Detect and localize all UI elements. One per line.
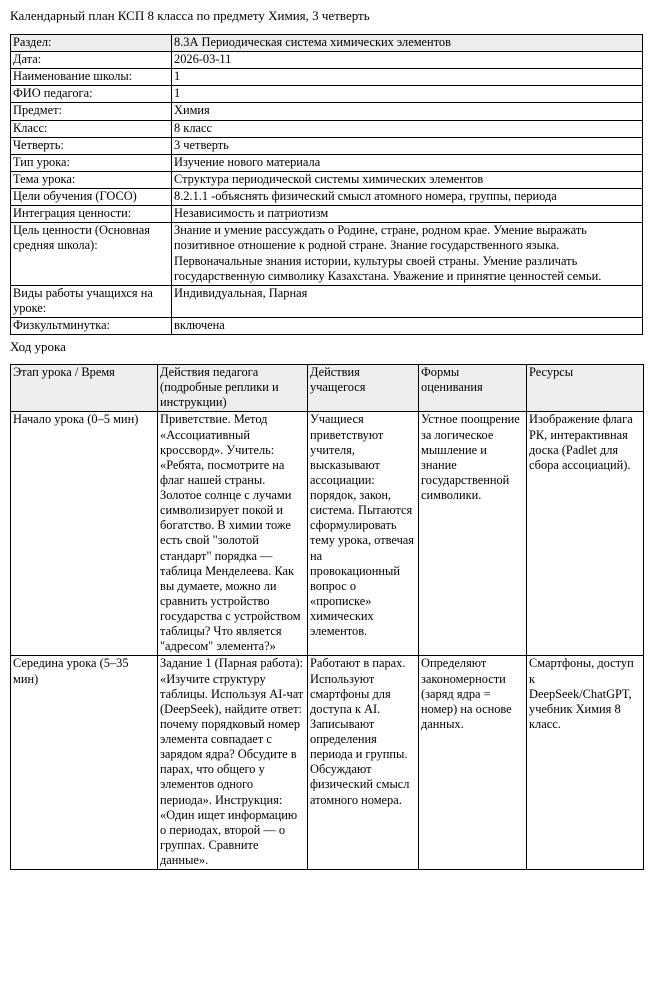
teacher-actions-cell: Задание 1 (Парная работа): «Изучите структуру таблицы. Используя AI-чат (DeepSeek), найдите ответ: почему порядковый номер элемента совпадает с зарядом ядра? Обсудите в парах, что общего у элементов одного периода». Инструкция: «Один ищет информацию о периодах, второй — о группах. Сравните данные». bbox=[158, 656, 308, 870]
info-label: Дата: bbox=[11, 52, 172, 69]
info-label: Предмет: bbox=[11, 103, 172, 120]
info-row bbox=[11, 52, 643, 69]
info-label: Наименование школы: bbox=[11, 69, 172, 86]
header-assessment-forms: Формы оценивания bbox=[419, 365, 527, 412]
teacher-actions-cell: Приветствие. Метод «Ассоциативный кроссворд». Учитель: «Ребята, посмотрите на флаг нашей страны. Золотое солнце с лучами символизирует покой и богатство. В химии тоже есть свой "золотой стандарт" порядка — таблица Менделеева. Как вы думаете, можно ли сравнить устройство государства с устройством таблицы? Что является "адресом" элемента?» bbox=[158, 412, 308, 656]
info-value: 3 четверть bbox=[172, 137, 643, 154]
info-row bbox=[11, 318, 643, 335]
student-actions-cell: Учащиеся приветствуют учителя, высказывают ассоциации: порядок, закон, система. Пытаются сформулировать тему урока, отвечая на провокационный вопрос о «прописке» химических элементов. bbox=[308, 412, 419, 656]
info-row bbox=[11, 223, 643, 286]
info-value: Изучение нового материала bbox=[172, 154, 643, 171]
info-value: 8.3А Периодическая система химических элементов bbox=[172, 34, 643, 51]
info-label: Цели обучения (ГОСО) bbox=[11, 189, 172, 206]
info-label: Четверть: bbox=[11, 137, 172, 154]
info-value: 1 bbox=[172, 86, 643, 103]
info-value: Химия bbox=[172, 103, 643, 120]
info-row bbox=[11, 206, 643, 223]
info-label: Тип урока: bbox=[11, 154, 172, 171]
info-value: Индивидуальная, Парная bbox=[172, 285, 643, 317]
info-label: Раздел: bbox=[11, 34, 172, 51]
lesson-row-middle bbox=[11, 656, 644, 870]
header-stage-time: Этап урока / Время bbox=[11, 365, 158, 412]
page-title: Календарный план КСП 8 класса по предмету Химия, 3 четверть bbox=[10, 8, 370, 23]
info-row bbox=[11, 171, 643, 188]
info-value: Структура периодической системы химических элементов bbox=[172, 171, 643, 188]
info-label: Цель ценности (Основная средняя школа): bbox=[11, 223, 172, 286]
student-actions-cell: Работают в парах. Используют смартфоны для доступа к AI. Записывают определения периода и группы. Обсуждают физический смысл атомного номера. bbox=[308, 656, 419, 870]
info-row bbox=[11, 69, 643, 86]
resources-cell: Изображение флага РК, интерактивная доска (Padlet для сбора ассоциаций). bbox=[527, 412, 644, 656]
assessment-cell: Определяют закономерности (заряд ядра = номер) на основе данных. bbox=[419, 656, 527, 870]
info-value: 2026-03-11 bbox=[172, 52, 643, 69]
lesson-flow-table bbox=[10, 364, 644, 870]
info-row bbox=[11, 86, 643, 103]
header-resources: Ресурсы bbox=[527, 365, 644, 412]
info-value: 8.2.1.1 -объяснять физический смысл атомного номера, группы, периода bbox=[172, 189, 643, 206]
info-value: 1 bbox=[172, 69, 643, 86]
info-row bbox=[11, 137, 643, 154]
lesson-table-header-row bbox=[11, 365, 644, 412]
info-row bbox=[11, 189, 643, 206]
info-value: включена bbox=[172, 318, 643, 335]
info-label: Виды работы учащихся на уроке: bbox=[11, 285, 172, 317]
info-label: Интеграция ценности: bbox=[11, 206, 172, 223]
info-row bbox=[11, 34, 643, 51]
info-value: Знание и умение рассуждать о Родине, стране, родном крае. Умение выражать позитивное отношение к родной стране. Знание государственного языка. Первоначальные знания истории, культуры своей страны. Умение различать государственную символику Казахстана. Уважение и принятие ценностей семьи. bbox=[172, 223, 643, 286]
lesson-info-table bbox=[10, 34, 643, 335]
info-row bbox=[11, 120, 643, 137]
info-value: Независимость и патриотизм bbox=[172, 206, 643, 223]
stage-cell: Середина урока (5–35 мин) bbox=[11, 656, 158, 870]
info-row bbox=[11, 285, 643, 317]
assessment-cell: Устное поощрение за логическое мышление и знание государственной символики. bbox=[419, 412, 527, 656]
info-label: Физкультминутка: bbox=[11, 318, 172, 335]
lesson-row-start bbox=[11, 412, 644, 656]
info-row bbox=[11, 103, 643, 120]
stage-cell: Начало урока (0–5 мин) bbox=[11, 412, 158, 656]
info-label: ФИО педагога: bbox=[11, 86, 172, 103]
info-label: Тема урока: bbox=[11, 171, 172, 188]
header-teacher-actions: Действия педагога (подробные реплики и инструкции) bbox=[158, 365, 308, 412]
section-label-lesson-flow: Ход урока bbox=[10, 339, 66, 355]
info-value: 8 класс bbox=[172, 120, 643, 137]
resources-cell: Смартфоны, доступ к DeepSeek/ChatGPT, учебник Химия 8 класс. bbox=[527, 656, 644, 870]
info-label: Класс: bbox=[11, 120, 172, 137]
header-student-actions: Действия учащегося bbox=[308, 365, 419, 412]
info-row bbox=[11, 154, 643, 171]
